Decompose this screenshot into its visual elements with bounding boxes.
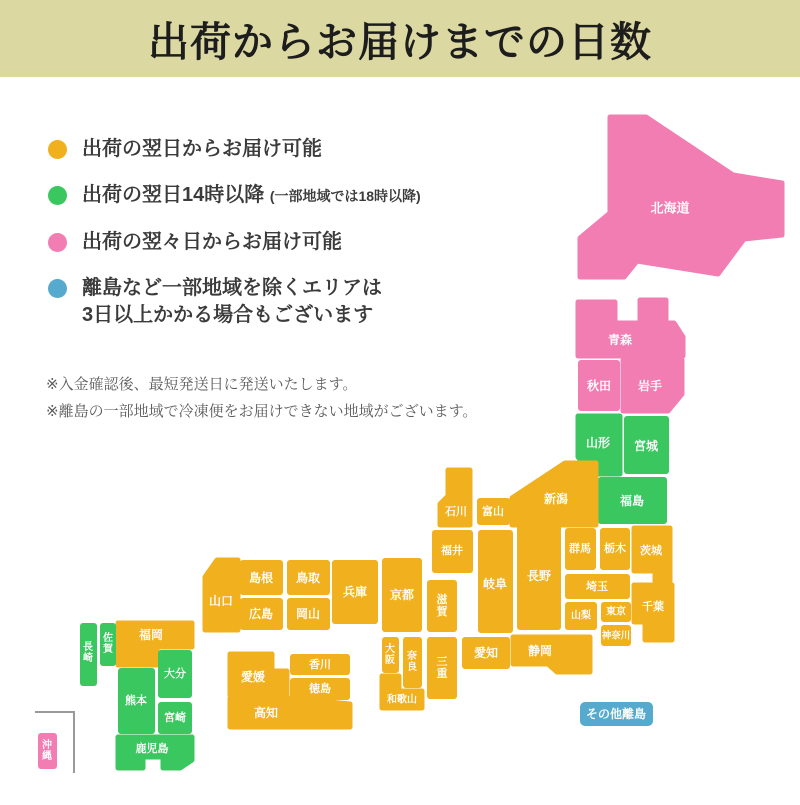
shimane-label: 島根 bbox=[248, 571, 274, 585]
chiba-label: 千葉 bbox=[642, 601, 664, 613]
tokushima-label: 徳島 bbox=[309, 683, 331, 695]
akita-label: 秋田 bbox=[586, 379, 612, 393]
okinawa-label: 沖縄 bbox=[42, 740, 52, 762]
ishikawa-label: 石川 bbox=[445, 506, 467, 518]
fukuoka-label: 福岡 bbox=[138, 628, 164, 642]
page-title: 出荷からお届けまでの日数 bbox=[148, 19, 652, 65]
ehime-label: 愛媛 bbox=[240, 670, 266, 684]
saga-label: 佐賀 bbox=[103, 633, 113, 655]
yamanashi-label: 山梨 bbox=[571, 610, 591, 622]
fukushima-label: 福島 bbox=[619, 494, 645, 508]
prefecture-aomori bbox=[578, 300, 683, 356]
kagoshima-label: 鹿児島 bbox=[135, 743, 169, 755]
legend-label: 離島など一部地域を除くエリアは bbox=[82, 277, 382, 299]
aomori-label: 青森 bbox=[607, 333, 633, 347]
yamagata-label: 山形 bbox=[585, 436, 611, 450]
other-islands-label: その他離島 bbox=[585, 707, 647, 721]
toyama-label: 富山 bbox=[482, 506, 504, 518]
hokkaido-label: 北海道 bbox=[650, 200, 690, 216]
prefecture-kochi bbox=[230, 698, 350, 727]
tottori-label: 鳥取 bbox=[295, 571, 321, 585]
kyoto-label: 京都 bbox=[389, 588, 415, 602]
hiroshima-label: 広島 bbox=[248, 607, 274, 621]
note-line-1: ※入金確認後、最短発送日に発送いたします。 bbox=[46, 376, 358, 393]
nagasaki-label: 長崎 bbox=[83, 642, 93, 664]
saitama-label: 埼玉 bbox=[586, 581, 608, 593]
miyagi-label: 宮城 bbox=[633, 439, 659, 453]
nagano-label: 長野 bbox=[526, 569, 552, 583]
legend-label-line2: 3日以上かかる場合もございます bbox=[82, 304, 374, 326]
tokyo-label: 東京 bbox=[606, 606, 626, 618]
fukui-label: 福井 bbox=[441, 545, 463, 557]
yamaguchi-label: 山口 bbox=[208, 594, 234, 608]
okayama-label: 岡山 bbox=[295, 607, 321, 621]
iwate-label: 岩手 bbox=[637, 379, 663, 393]
prefecture-hokkaido bbox=[580, 117, 782, 277]
kochi-label: 高知 bbox=[253, 706, 279, 720]
hyogo-label: 兵庫 bbox=[342, 585, 368, 599]
kumamoto-label: 熊本 bbox=[125, 695, 147, 707]
nara-label: 奈良 bbox=[407, 651, 417, 673]
note-line-2: ※離島の一部地域で冷凍便をお届けできない地域がございます。 bbox=[46, 403, 478, 420]
legend-label: 出荷の翌々日からお届け可能 bbox=[82, 231, 342, 253]
tochigi-label: 栃木 bbox=[604, 543, 626, 555]
legend-sublabel: (一部地域では18時以降) bbox=[269, 188, 421, 204]
gifu-label: 岐阜 bbox=[482, 577, 508, 591]
gunma-label: 群馬 bbox=[569, 543, 591, 555]
oita-label: 大分 bbox=[164, 668, 186, 680]
osaka-label: 大阪 bbox=[385, 644, 395, 666]
mie-label: 三重 bbox=[436, 656, 448, 680]
aichi-label: 愛知 bbox=[473, 646, 499, 660]
kagawa-label: 香川 bbox=[309, 659, 331, 671]
legend-label: 出荷の翌日14時以降 bbox=[82, 184, 265, 206]
shiga-label: 滋賀 bbox=[436, 594, 448, 618]
shizuoka-label: 静岡 bbox=[527, 644, 553, 658]
kanagawa-label: 神奈川 bbox=[601, 630, 631, 642]
ibaraki-label: 茨城 bbox=[640, 545, 662, 557]
miyazaki-label: 宮崎 bbox=[164, 712, 186, 724]
niigata-label: 新潟 bbox=[543, 492, 569, 506]
legend-label: 出荷の翌日からお届け可能 bbox=[82, 138, 322, 160]
wakayama-label: 和歌山 bbox=[387, 694, 417, 706]
